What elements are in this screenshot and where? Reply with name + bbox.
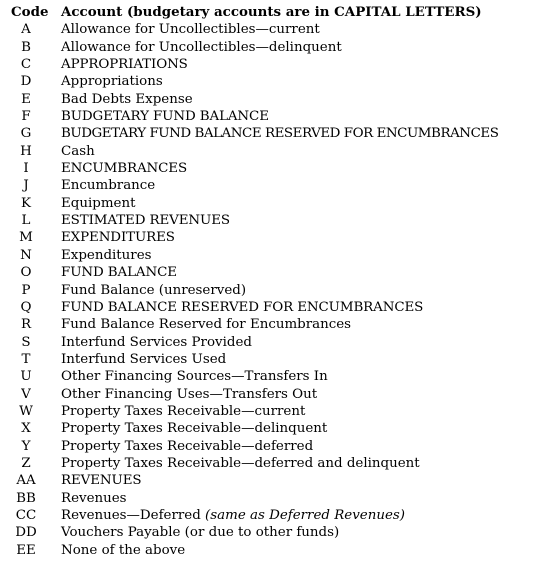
- account-name-cell: [52, 507, 547, 524]
- account-name: Other Financing Sources—Transfers In: [61, 369, 328, 385]
- account-row: [0, 91, 547, 108]
- account-name: EXPENDITURES: [61, 230, 175, 246]
- account-name: ESTIMATED REVENUES: [61, 213, 230, 229]
- account-code: M: [19, 230, 33, 246]
- account-code: R: [20, 317, 32, 333]
- account-code: J: [23, 178, 29, 194]
- account-code: A: [21, 22, 31, 38]
- account-name: FUND BALANCE: [61, 265, 177, 281]
- account-code: L: [21, 213, 31, 229]
- account-name: Property Taxes Receivable—deferred: [61, 438, 314, 454]
- account-code: N: [20, 247, 32, 263]
- account-row: [0, 472, 547, 489]
- account-code: BB: [16, 490, 36, 506]
- account-name-cell: [52, 420, 547, 437]
- account-name: Property Taxes Receivable—delinquent: [61, 421, 328, 437]
- account-row: [0, 73, 547, 90]
- account-row: [0, 299, 547, 316]
- account-name-cell: [52, 386, 547, 403]
- account-code: G: [20, 126, 32, 142]
- account-name-cell: [52, 108, 547, 125]
- account-code: U: [20, 369, 32, 385]
- account-code: S: [21, 334, 31, 350]
- account-name-cell: [52, 125, 547, 142]
- account-name-cell: [52, 143, 547, 160]
- account-row: [0, 542, 547, 559]
- header-row: [0, 4, 547, 21]
- account-name-cell: [52, 21, 547, 38]
- account-code: H: [20, 143, 32, 159]
- account-name-cell: [52, 229, 547, 246]
- account-code: EE: [16, 542, 36, 558]
- account-name-cell: [52, 195, 547, 212]
- account-name: REVENUES: [61, 473, 142, 489]
- account-row: [0, 39, 547, 56]
- account-code: DD: [15, 525, 37, 541]
- account-row: [0, 160, 547, 177]
- account-code: CC: [15, 507, 37, 523]
- account-name: None of the above: [61, 542, 186, 558]
- account-name: FUND BALANCE RESERVED FOR ENCUMBRANCES: [61, 299, 424, 315]
- account-row: [0, 143, 547, 160]
- account-name-cell: [52, 299, 547, 316]
- account-name-cell: [52, 91, 547, 108]
- code-column-header: Code: [11, 4, 49, 20]
- account-row: [0, 195, 547, 212]
- account-name: Expenditures: [61, 247, 152, 263]
- account-name-cell: [52, 264, 547, 281]
- account-name-cell: [52, 212, 547, 229]
- account-name: Allowance for Uncollectibles—delinquent: [61, 39, 342, 55]
- account-column-header: Account (budgetary accounts are in CAPITAL LETTERS): [61, 4, 482, 20]
- account-name-cell: [52, 542, 547, 559]
- account-row: [0, 316, 547, 333]
- account-name: Interfund Services Used: [61, 351, 227, 367]
- account-name: Property Taxes Receivable—current: [61, 403, 306, 419]
- account-code: I: [23, 161, 29, 177]
- account-name: Revenues—Deferred: [61, 507, 201, 523]
- account-note: (same as Deferred Revenues): [205, 507, 405, 523]
- account-code: AA: [16, 473, 36, 489]
- account-name: Fund Balance Reserved for Encumbrances: [61, 317, 352, 333]
- account-rows: [0, 21, 547, 559]
- account-name-cell: [52, 73, 547, 90]
- account-name-cell: [52, 490, 547, 507]
- account-row: [0, 334, 547, 351]
- account-name: Encumbrance: [61, 178, 156, 194]
- account-row: [0, 247, 547, 264]
- account-row: [0, 282, 547, 299]
- account-row: [0, 438, 547, 455]
- account-code: V: [21, 386, 31, 402]
- account-name-cell: [52, 524, 547, 541]
- account-name-cell: [52, 160, 547, 177]
- account-code: O: [20, 265, 32, 281]
- account-name-cell: [52, 438, 547, 455]
- account-name: Equipment: [61, 195, 136, 211]
- account-code: Z: [21, 455, 31, 471]
- account-name: Revenues: [61, 490, 127, 506]
- account-name-cell: [52, 334, 547, 351]
- account-row: [0, 420, 547, 437]
- account-row: [0, 229, 547, 246]
- account-name-cell: [52, 177, 547, 194]
- account-name: Other Financing Uses—Transfers Out: [61, 386, 318, 402]
- account-code: F: [21, 109, 31, 125]
- account-row: [0, 403, 547, 420]
- account-row: [0, 524, 547, 541]
- account-code: X: [21, 421, 31, 437]
- account-name: APPROPRIATIONS: [61, 57, 188, 73]
- account-row: [0, 507, 547, 524]
- account-row: [0, 177, 547, 194]
- account-row: [0, 490, 547, 507]
- account-code: B: [21, 39, 31, 55]
- account-row: [0, 125, 547, 142]
- account-row: [0, 56, 547, 73]
- account-name-cell: [52, 39, 547, 56]
- account-row: [0, 264, 547, 281]
- account-row: [0, 108, 547, 125]
- account-name: Vouchers Payable (or due to other funds): [61, 525, 340, 541]
- account-name: Bad Debts Expense: [61, 91, 193, 107]
- account-name-cell: [52, 247, 547, 264]
- account-name-cell: [52, 455, 547, 472]
- account-code: E: [21, 91, 31, 107]
- account-name-cell: [52, 282, 547, 299]
- account-name-cell: [52, 56, 547, 73]
- account-code: T: [21, 351, 31, 367]
- account-row: [0, 455, 547, 472]
- account-code: W: [19, 403, 33, 419]
- account-name-cell: [52, 368, 547, 385]
- account-name: ENCUMBRANCES: [61, 161, 188, 177]
- account-name-cell: [52, 472, 547, 489]
- account-name: Cash: [61, 143, 95, 159]
- account-row: [0, 386, 547, 403]
- account-name-cell: [52, 316, 547, 333]
- account-row: [0, 351, 547, 368]
- account-name-cell: [52, 403, 547, 420]
- account-name: Allowance for Uncollectibles—current: [61, 22, 320, 38]
- account-row: [0, 21, 547, 38]
- account-code-list: [0, 4, 547, 559]
- account-code: Y: [21, 438, 31, 454]
- account-code: D: [20, 74, 32, 90]
- account-code: K: [20, 195, 31, 211]
- account-name: Appropriations: [61, 74, 163, 90]
- account-code: Q: [20, 299, 32, 315]
- account-row: [0, 368, 547, 385]
- account-code: C: [20, 57, 32, 73]
- account-name: BUDGETARY FUND BALANCE RESERVED FOR ENCUMBRANCES: [61, 126, 499, 142]
- account-name-cell: [52, 351, 547, 368]
- account-row: [0, 212, 547, 229]
- account-name: Fund Balance (unreserved): [61, 282, 247, 298]
- account-name: Property Taxes Receivable—deferred and delinquent: [61, 455, 420, 471]
- account-name: Interfund Services Provided: [61, 334, 252, 350]
- account-name: BUDGETARY FUND BALANCE: [61, 109, 269, 125]
- account-code: P: [21, 282, 31, 298]
